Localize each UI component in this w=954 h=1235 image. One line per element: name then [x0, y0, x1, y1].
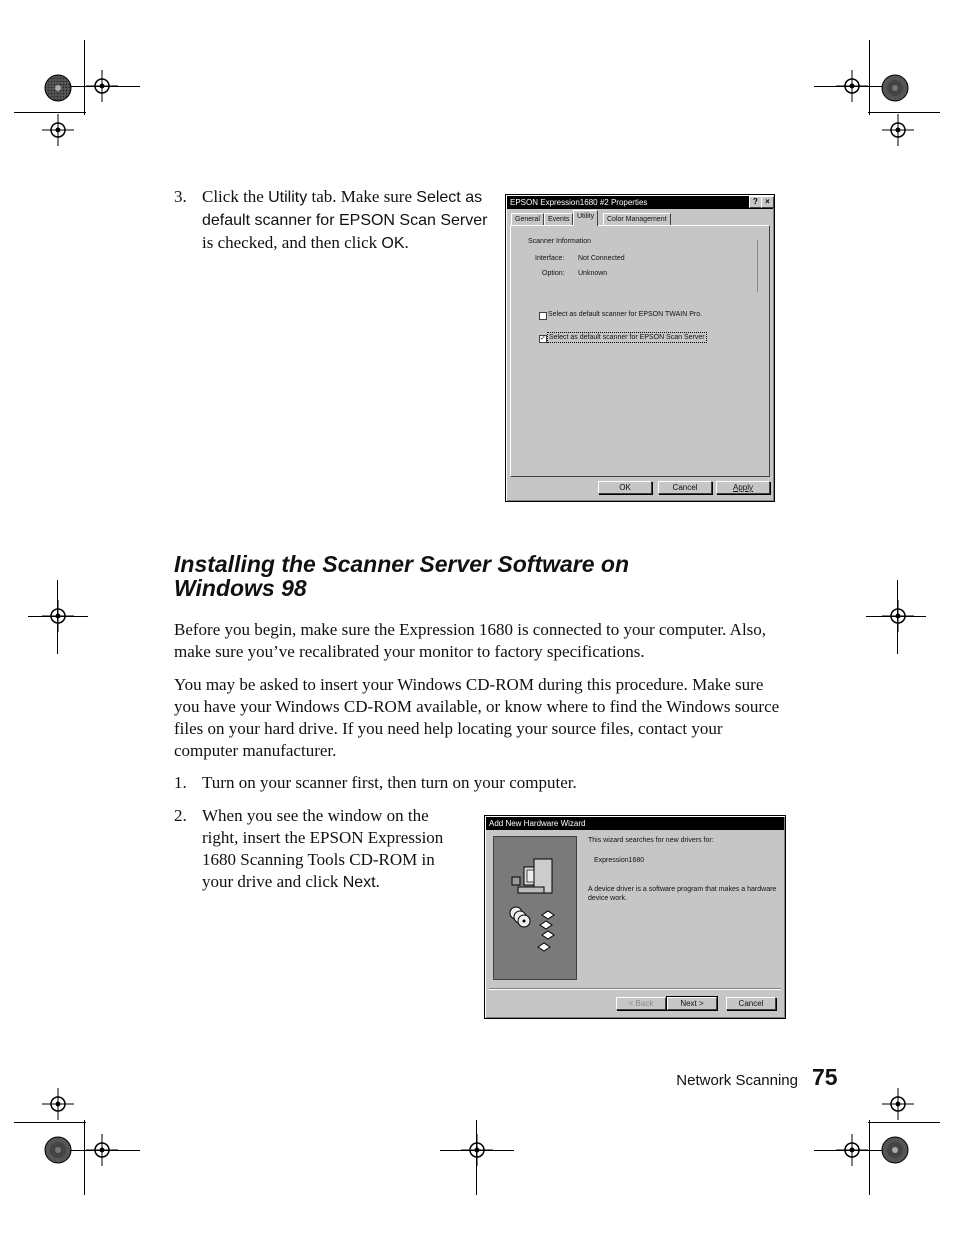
- tab-events[interactable]: Events: [544, 213, 573, 225]
- step-text: Turn on your scanner first, then turn on your computer.: [202, 773, 577, 792]
- hardware-wizard-dialog: [484, 815, 786, 1019]
- crop-line-top-left-h2: [64, 86, 140, 87]
- intro-paragraph: Before you begin, make sure the Expression 1680 is connected to your computer. Also, make sure you’ve recalibrated your monitor to factory specifications.: [174, 620, 767, 661]
- tab-general[interactable]: General: [511, 213, 544, 225]
- crop-line-top-left-v: [84, 40, 85, 115]
- computer-cd-icon: [494, 837, 576, 979]
- close-button[interactable]: ×: [761, 196, 774, 208]
- step-text: [202, 805, 468, 894]
- dialog-titlebar: [507, 196, 773, 209]
- step-text-part: tab. Make sure: [307, 187, 417, 206]
- crop-line-bottom-center-v: [476, 1120, 477, 1195]
- tab-utility[interactable]: Utility: [573, 210, 598, 226]
- cancel-button[interactable]: Cancel: [726, 997, 776, 1010]
- apply-button[interactable]: Apply: [716, 481, 770, 494]
- ok-button[interactable]: OK: [598, 481, 652, 494]
- dialog-titlebar: [486, 817, 784, 830]
- wizard-illustration: [493, 836, 577, 980]
- step-text-part: When you see the window on the right, insert the EPSON Expression 1680 Scanning Tools CD-ROM in your drive and click: [202, 806, 444, 891]
- crop-line-left-mid-v: [57, 580, 58, 654]
- back-button[interactable]: < Back: [616, 997, 666, 1010]
- crop-line-top-left-h: [14, 112, 86, 113]
- twain-checkbox-label: Select as default scanner for EPSON TWAIN Pro.: [548, 311, 703, 318]
- step-text-part: .: [375, 872, 380, 891]
- step-number: 3.: [174, 187, 187, 206]
- tab-color-management[interactable]: Color Management: [603, 213, 671, 225]
- step-number: 1.: [174, 773, 187, 792]
- twain-checkbox[interactable]: [539, 312, 547, 320]
- crop-line-bottom-center-h: [440, 1150, 514, 1151]
- ui-term-option: Select as default scanner for EPSON Scan Server: [202, 189, 488, 229]
- interface-value: Not Connected: [578, 255, 625, 262]
- crosshair-mark-icon: [882, 114, 914, 146]
- scan-server-checkbox-label: Select as default scanner for EPSON Scan Server: [549, 334, 705, 341]
- crop-line-bottom-left-h: [14, 1122, 86, 1123]
- interface-label: Interface:: [535, 255, 565, 262]
- wizard-line-1: This wizard searches for new drivers for:: [588, 837, 714, 844]
- step-number: 2.: [174, 806, 187, 825]
- option-label: Option:: [542, 270, 565, 277]
- wizard-line-2: A device driver is a software program that makes a hardware device work.: [588, 886, 777, 902]
- scanner-info-box: [521, 240, 758, 292]
- dialog-title: Add New Hardware Wizard: [489, 819, 586, 828]
- crosshair-mark-icon: [882, 1088, 914, 1120]
- option-value: Unknown: [578, 270, 608, 277]
- section-title: Installing the Scanner Server Software on Windows 98: [174, 551, 630, 601]
- ui-term-ok: OK: [381, 235, 405, 252]
- cdrom-paragraph: You may be asked to insert your Windows CD-ROM during this procedure. Make sure you have your Windows CD-ROM available, or know where to find the Windows source files on your hard drive. If you need help locating your source files, contact your computer manufacturer.: [174, 675, 780, 760]
- registration-target-icon: [44, 74, 72, 102]
- crop-line-bottom-left-v: [84, 1120, 85, 1195]
- dialog-title: EPSON Expression1680 #2 Properties: [510, 198, 648, 207]
- crosshair-mark-icon: [42, 1088, 74, 1120]
- crosshair-mark-icon: [42, 114, 74, 146]
- scanner-info-label: Scanner Information: [528, 238, 592, 245]
- next-button[interactable]: Next >: [667, 997, 717, 1010]
- help-button[interactable]: ?: [749, 196, 762, 208]
- registration-target-icon: [44, 1136, 72, 1164]
- footer-chapter: Network Scanning: [676, 1072, 798, 1089]
- step-text: [202, 186, 494, 255]
- tab-panel: [510, 225, 770, 477]
- crop-line-right-mid-h: [866, 616, 926, 617]
- crop-line-top-right-v: [869, 40, 870, 115]
- crop-line-top-right-h: [868, 112, 940, 113]
- crop-line-bottom-right-h2: [814, 1150, 890, 1151]
- step-text-part: Click the: [202, 187, 269, 206]
- registration-target-icon: [881, 1136, 909, 1164]
- registration-target-icon: [881, 74, 909, 102]
- ui-term-utility: Utility: [268, 189, 308, 206]
- step-text-part: .: [404, 233, 409, 252]
- crop-line-bottom-left-h2: [64, 1150, 140, 1151]
- crop-line-bottom-right-h: [868, 1122, 940, 1123]
- crop-line-bottom-right-v: [869, 1120, 870, 1195]
- step-text-part: is checked, and then click: [202, 233, 382, 252]
- crop-line-left-mid-h: [28, 616, 88, 617]
- crop-line-top-right-h2: [814, 86, 890, 87]
- ui-term-next: Next: [342, 874, 376, 891]
- cancel-button[interactable]: Cancel: [658, 481, 712, 494]
- properties-dialog: [505, 194, 775, 502]
- scan-server-checkbox[interactable]: ✓: [540, 335, 546, 342]
- crop-line-right-mid-v: [897, 580, 898, 654]
- wizard-device-name: Expression1680: [594, 857, 645, 864]
- page-number: 75: [812, 1064, 838, 1090]
- wizard-divider: [489, 988, 781, 990]
